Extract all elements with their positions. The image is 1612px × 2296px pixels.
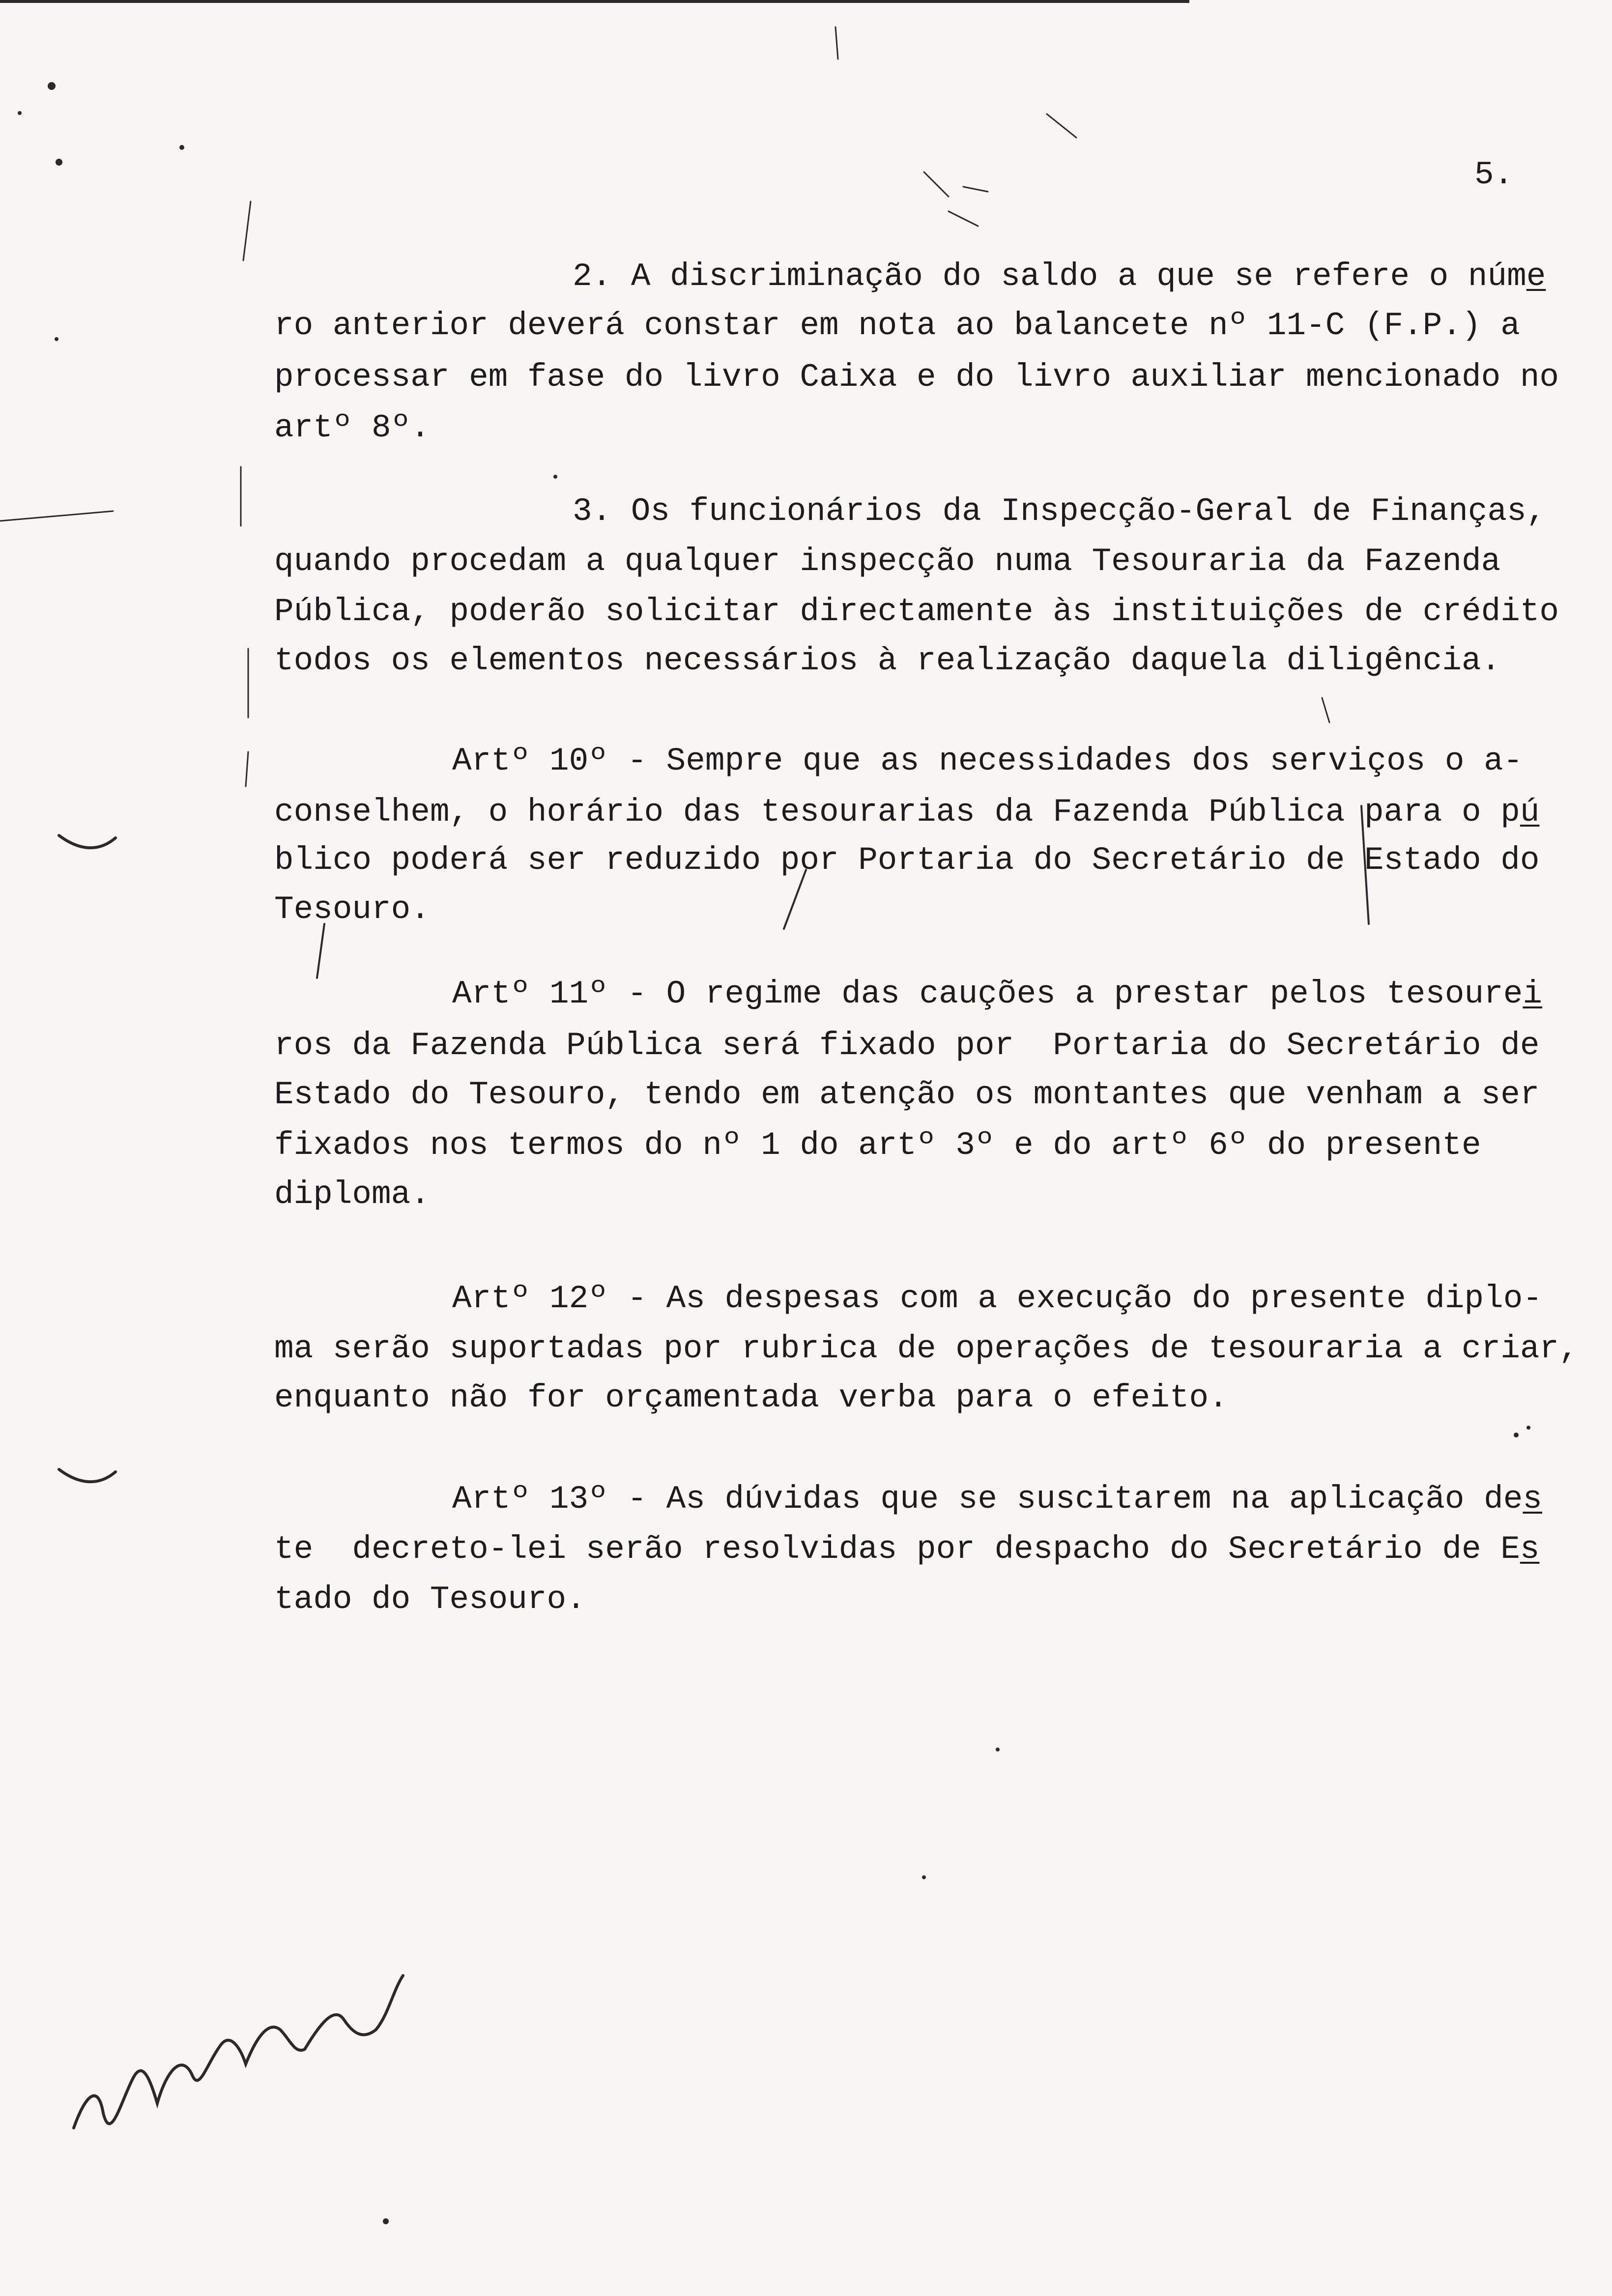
line-text: artº 8º. <box>274 409 430 446</box>
text-line <box>573 495 1546 528</box>
pen-stroke-mark <box>924 172 949 197</box>
text-line <box>274 642 1501 679</box>
line-text: Artº 13º - As dúvidas que se suscitarem na aplicação de <box>452 1481 1523 1518</box>
underlined-syllable: i <box>1523 976 1542 1012</box>
pen-stroke-mark <box>1322 698 1329 722</box>
line-text: conselhem, o horário das tesourarias da Fazenda Pública para o p <box>274 794 1520 831</box>
line-text: diploma. <box>274 1176 430 1213</box>
text-line <box>274 545 1500 578</box>
margin-line-mark <box>246 752 248 786</box>
text-line <box>452 1280 1542 1317</box>
line-text: ro anterior deverá constar em nota ao balancete nº 11-C (F.P.) a <box>274 307 1520 344</box>
margin-arc-mark <box>59 835 115 848</box>
line-text: fixados nos termos do nº 1 do artº 3º e do artº 6º do presente <box>274 1127 1481 1164</box>
top-border-line <box>0 0 1189 3</box>
text-line <box>274 1027 1540 1064</box>
text-line <box>274 1330 1579 1367</box>
line-text: Artº 12º - As despesas com a execução do presente diplo- <box>452 1280 1542 1317</box>
pen-stroke-mark <box>963 187 988 192</box>
text-line <box>274 1178 430 1211</box>
line-text: processar em fase do livro Caixa e do livro auxiliar mencionado no <box>274 359 1559 396</box>
text-line <box>274 893 430 926</box>
text-line <box>274 1583 586 1616</box>
line-text: enquanto não for orçamentada verba para o efeito. <box>274 1379 1228 1416</box>
line-text: te decreto-lei serão resolvidas por despacho do Secretário de E <box>274 1531 1520 1568</box>
margin-arc-mark <box>59 1469 115 1482</box>
text-line <box>452 745 1523 777</box>
text-line <box>274 1533 1539 1566</box>
text-line <box>452 1483 1542 1516</box>
pen-stroke-mark <box>317 924 324 978</box>
text-line <box>274 844 1539 877</box>
line-text: Estado do Tesouro, tendo em atenção os montantes que venham a ser <box>274 1076 1540 1113</box>
text-line <box>274 1129 1481 1162</box>
line-text: Artº 10º - Sempre que as necessidades dos serviços o a- <box>452 743 1523 779</box>
line-text: ros da Fazenda Pública será fixado por Portaria do Secretário de <box>274 1027 1540 1064</box>
text-line <box>274 307 1520 344</box>
line-text: 2. A discriminação do saldo a que se refere o núm <box>573 258 1526 295</box>
pen-stroke-mark <box>784 870 806 929</box>
text-line <box>274 409 430 446</box>
line-text: Tesouro. <box>274 891 430 928</box>
line-text: Artº 11º - O regime das cauções a prestar pelos tesoure <box>452 976 1523 1012</box>
line-text: ma serão suportadas por rubrica de operações de tesouraria a criar, <box>274 1330 1579 1367</box>
pen-stroke-mark <box>835 27 838 59</box>
line-text: quando procedam a qualquer inspecção numa Tesouraria da Fazenda <box>274 543 1501 580</box>
margin-tick-mark <box>243 201 251 260</box>
text-line <box>274 1379 1228 1416</box>
page-number: 5. <box>1474 156 1514 193</box>
pen-stroke-mark <box>1047 114 1076 138</box>
underlined-syllable: ú <box>1520 794 1540 831</box>
line-text: tado do Tesouro. <box>274 1581 586 1618</box>
signature-mark <box>74 1976 403 2128</box>
line-text: blico poderá ser reduzido por Portaria do Secretário de Estado do <box>274 842 1540 879</box>
underlined-syllable: e <box>1526 258 1546 295</box>
text-line <box>274 1076 1540 1113</box>
margin-dash-mark <box>0 511 113 521</box>
pen-stroke-mark <box>949 211 978 226</box>
text-line <box>274 361 1559 394</box>
text-line <box>274 796 1539 829</box>
text-line <box>452 978 1542 1010</box>
underlined-syllable: s <box>1520 1531 1540 1568</box>
underlined-syllable: s <box>1523 1481 1542 1518</box>
line-text: todos os elementos necessários à realização daquela diligência. <box>274 642 1501 679</box>
line-text: Pública, poderão solicitar directamente às instituições de crédito <box>274 593 1559 630</box>
text-line <box>573 260 1546 293</box>
text-line <box>274 593 1559 630</box>
line-text: 3. Os funcionários da Inspecção-Geral de Finanças, <box>573 493 1546 530</box>
